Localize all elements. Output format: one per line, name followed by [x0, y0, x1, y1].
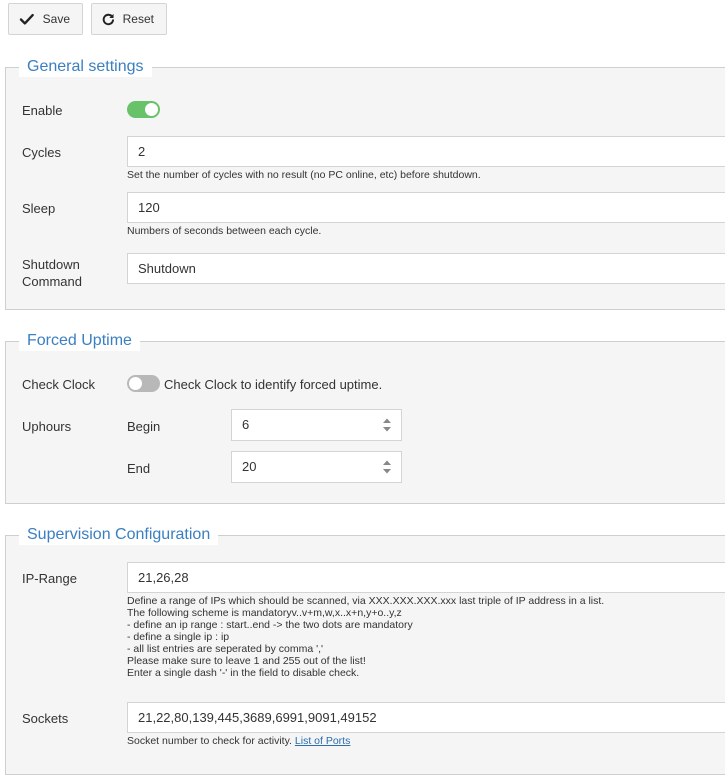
save-button-label: Save [42, 12, 70, 26]
toolbar [8, 3, 167, 35]
spinner-arrows-icon[interactable] [382, 459, 392, 475]
ip-range-help-line: - define an ip range : start..end -> the two dots are mandatory [127, 619, 413, 631]
ip-range-help-line: - define a single ip : ip [127, 631, 230, 643]
end-value: 20 [242, 459, 257, 474]
shutdown-label-line2: Command [22, 274, 82, 289]
shutdown-command-label [22, 256, 82, 290]
forced-uptime-legend: Forced Uptime [19, 331, 140, 351]
general-settings-section [5, 58, 725, 310]
sockets-label: Sockets [22, 711, 69, 726]
enable-label: Enable [22, 103, 63, 118]
check-clock-toggle[interactable] [127, 375, 160, 392]
reset-button-label: Reset [122, 12, 154, 26]
enable-toggle[interactable] [127, 101, 160, 118]
uphours-label: Uphours [22, 419, 72, 434]
ip-range-label: IP-Range [22, 571, 77, 586]
checkmark-icon [19, 11, 35, 27]
shutdown-command-input[interactable]: Shutdown [127, 253, 725, 284]
sleep-label: Sleep [22, 201, 56, 216]
ip-range-help-line: Define a range of IPs which should be scanned, via XXX.XXX.XXX.xxx last triple of IP address in a list. [127, 595, 605, 607]
end-number-input[interactable] [231, 451, 402, 483]
supervision-configuration-legend: Supervision Configuration [19, 525, 218, 545]
sockets-help [127, 735, 350, 747]
cycles-help: Set the number of cycles with no result (no PC online, etc) before shutdown. [127, 169, 481, 181]
general-settings-legend: General settings [19, 57, 152, 77]
check-clock-description: Check Clock to identify forced uptime. [164, 377, 383, 392]
sleep-help: Numbers of seconds between each cycle. [127, 225, 322, 237]
save-button[interactable] [8, 3, 83, 35]
refresh-icon [102, 11, 115, 27]
ip-range-help [127, 595, 604, 679]
spinner-arrows-icon[interactable] [382, 417, 392, 433]
ip-range-help-line: - all list entries are seperated by comma ',' [127, 643, 324, 655]
check-clock-label: Check Clock [22, 377, 95, 392]
ip-range-help-line: Enter a single dash '-' in the field to disable check. [127, 667, 360, 679]
sockets-input[interactable]: 21,22,80,139,445,3689,6991,9091,49152 [127, 702, 725, 733]
begin-label: Begin [127, 419, 161, 434]
forced-uptime-section [5, 332, 725, 504]
begin-number-input[interactable] [231, 409, 402, 441]
sleep-input[interactable]: 120 [127, 192, 725, 223]
sockets-help-text: Socket number to check for activity. [127, 735, 292, 747]
cycles-label: Cycles [22, 145, 62, 160]
ip-range-input[interactable]: 21,26,28 [127, 562, 725, 593]
begin-value: 6 [242, 417, 250, 432]
reset-button[interactable] [91, 3, 167, 35]
cycles-input[interactable]: 2 [127, 136, 725, 167]
shutdown-label-line1: Shutdown [22, 257, 80, 272]
list-of-ports-link[interactable]: List of Ports [294, 735, 351, 747]
ip-range-help-line: The following scheme is mandatoryv..v+m,w,x..x+n,y+o..y,z [127, 607, 402, 619]
ip-range-help-line: Please make sure to leave 1 and 255 out of the list! [127, 655, 366, 667]
end-label: End [127, 461, 151, 476]
supervision-configuration-section [5, 526, 725, 775]
